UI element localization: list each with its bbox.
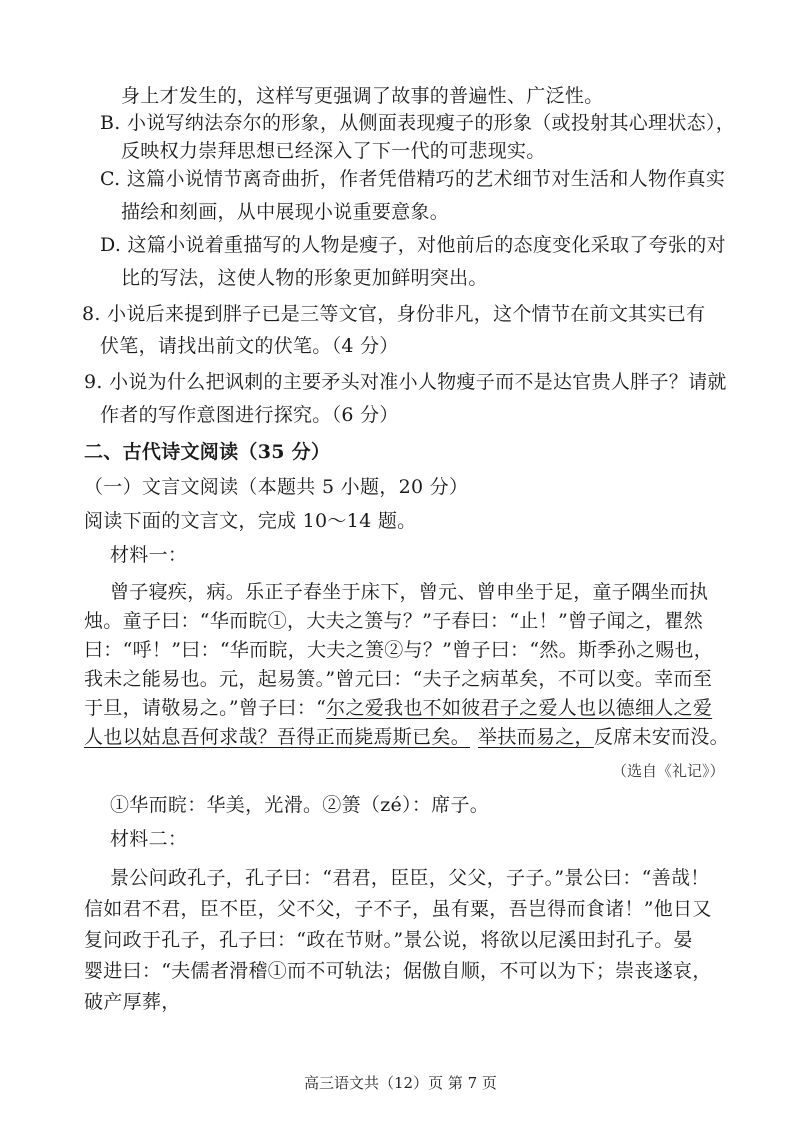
material-1-text-line2: 烛。童子曰：“华而睆①，大夫之箦与？”子春曰：“止！”曾子闻之，瞿然 [84,610,704,632]
material-1-text-line3: 曰：“呼！”曰：“华而睆，大夫之箦②与？”曾子曰：“然。斯季孙之赐也， [84,639,714,661]
material-1-text-line4: 我未之能易也。元，起易箦。”曾元曰：“夫子之病革矣，不可以变。幸而至 [84,668,713,690]
question-8-line1: 8. 小说后来提到胖子已是三等文官，身份非凡，这个情节在前文其实已有 [82,303,706,325]
q7-option-b-line2: 反映权力崇拜思想已经深入了下一代的可悲现实。 [121,140,546,162]
question-9-line1: 9. 小说为什么把讽刺的主要矛头对准小人物瘦子而不是达官贵人胖子？请就 [84,371,727,393]
section-title: 二、古代诗文阅读（35 分） [84,441,331,463]
subsection-title: （一）文言文阅读（本题共 5 小题，20 分） [84,476,469,498]
underlined-sentence-part1: 尔之爱我也不如彼君子之爱人也以德细人之爱 [326,697,713,719]
material-1-label: 材料一： [110,544,188,566]
line5-plain: 于旦，请敬易之。”曾子曰：“ [84,697,327,719]
q7-option-d-line2: 比的写法，这使人物的形象更加鲜明突出。 [121,267,488,289]
q7-option-b-line1: B. 小说写纳法奈尔的形象，从侧面表现瘦子的形象（或投射其心理状态）， [100,112,736,134]
line6-plain: 反席未安而没。 [593,726,729,748]
material-1-text-line5 [84,696,712,720]
question-9-line2: 作者的写作意图进行探究。（6 分） [100,404,399,426]
material-1-source: （选自《礼记》） [612,762,725,780]
material-1-text-line6 [84,725,729,749]
reading-instruction: 阅读下面的文言文，完成 10～14 题。 [84,510,417,532]
underlined-phrase: 举扶而易之， [478,726,594,748]
material-1-text-line1: 曾子寝疾，病。乐正子春坐于床下，曾元、曾申坐于足，童子隅坐而执 [110,581,709,603]
material-2-text-line1: 景公问政孔子，孔子曰：“君君，臣臣，父父，子子。”景公曰：“善哉！ [110,867,710,889]
material-2-text-line5: 破产厚葬， [84,991,181,1013]
material-2-text-line3: 复问政于孔子，孔子曰：“政在节财。”景公说，将欲以尼溪田封孔子。晏 [84,929,693,951]
page-footer: 高三语文共（12）页 第 7 页 [304,1074,497,1092]
material-2-text-line2: 信如君不君，臣不臣，父不父，子不子，虽有粟，吾岂得而食诸！”他日又 [84,898,712,920]
material-2-label: 材料二： [110,828,188,850]
q7-option-d-line1: D. 这篇小说着重描写的人物是瘦子，对他前后的态度变化采取了夸张的对 [100,234,726,256]
q7-option-c-line1: C. 这篇小说情节离奇曲折，作者凭借精巧的艺术细节对生活和人物作真实 [100,168,726,190]
q7-option-a-continued: 身上才发生的，这样写更强调了故事的普遍性、广泛性。 [121,85,604,107]
underlined-sentence-part2: 人也以姑息吾何求哉？吾得正而毙焉斯已矣。 [84,726,471,748]
material-1-notes: ①华而睆：华美，光滑。②箦（zé）：席子。 [110,794,490,816]
question-8-line2: 伏笔，请找出前文的伏笔。（4 分） [100,335,399,357]
material-2-text-line4: 婴进曰：“夫儒者滑稽①而不可轨法；倨傲自顺，不可以为下；崇丧遂哀， [84,960,712,982]
q7-option-c-line2: 描绘和刻画，从中展现小说重要意象。 [121,201,450,223]
